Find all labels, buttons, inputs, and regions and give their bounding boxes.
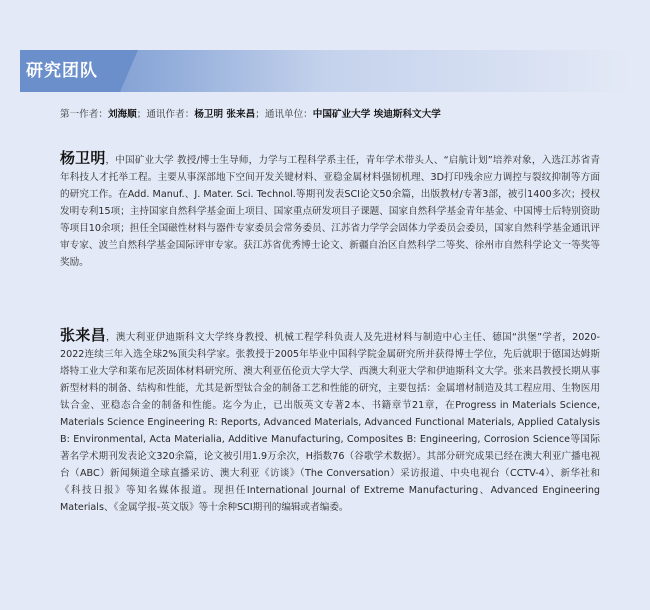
- section-header-band: [20, 50, 630, 92]
- author-credits: [60, 108, 630, 122]
- corresponding-author-label: 通讯作者：: [146, 109, 195, 120]
- credits-separator: ；: [255, 109, 265, 120]
- bio-zhang-laichang: [60, 327, 600, 516]
- bio-text: ，中国矿业大学 教授/博士生导师，力学与工程科学系主任，青年学术带头人、“启航计划”培养对象，入选江苏省青年科技人才托举工程。主要从事深部地下空间开发关键材料、亚稳金属材料强韧机理、3D打印残余应力调控与裂纹抑制等方面的研究工作。在Add. Manuf.、J. Mater. Sci. Technol.等期刊发表SCI论文50余篇，出版教材/专著3部，被引1400多次；授权发明专利15项；主持国家自然科学基金面上项目、国家重点研发项目子课题、国家自然科学基金青年基金、中国博士后特别资助等项目10余项；担任全国磁性材料与器件专家委员会常务委员、江苏省力学学会固体力学委员会委员，国家自然科学基金通讯评审专家、波兰自然科学基金国际评审专家。获江苏省优秀博士论文、新疆自治区自然科学二等奖、徐州市自然科学论文一等奖等奖励。: [60, 155, 600, 268]
- section-header: [20, 50, 630, 92]
- corresponding-authors: 杨卫明 张来昌: [194, 109, 256, 120]
- section-title: 研究团队: [26, 61, 98, 81]
- affiliations: 中国矿业大学 埃迪斯科文大学: [312, 109, 441, 120]
- first-author-label: 第一作者：: [60, 109, 108, 120]
- affiliation-label: 通讯单位：: [264, 109, 313, 120]
- bio-name: 张来昌: [60, 326, 106, 344]
- first-author: 刘海顺: [107, 109, 137, 120]
- bio-text: ，澳大利亚伊迪斯科文大学终身教授、机械工程学科负责人及先进材料与制造中心主任、德国“洪堡”学者，2020-2022连续三年入选全球2%顶尖科学家。张教授于2005年毕业中国科学院金属研究所并获得博士学位，先后就职于德国达姆斯塔特工业大学和莱布尼茨固体材料研究所、澳大利亚伍伦贡大学大学、西澳大利亚大学和伊迪斯科文大学。张来昌教授长期从事新型材料的制备、结构和性能，尤其是新型钛合金的制备工艺和性能的研究，主要包括：金属增材制造及其工程应用、生物医用钛合金、亚稳态合金的制备和性能。迄今为止，已出版英文专著2本、书籍章节21章，在Progress in Materials Science, Materials Science Engineering R: Reports, Advanced Materials, Advanced Functional Materials, Applied Catalysis B: Environmental, Acta Materialia, Additive Manufacturing, Composites B: Engineering, Corrosion Science等国际著名学术期刊发表论文320余篇，论文被引用1.9万余次，H指数76（谷歌学术数据）。其部分研究成果已经在澳大利亚广播电视台（ABC）新闻频道全球直播采访、澳大利亚《访谈》（The Conversation）采访报道、中央电视台（CCTV-4）、新华社和《科技日报》等知名媒体报道。现担任International Journal of Extreme Manufacturing、Advanced Engineering Materials、《金属学报-英文版》等十余种SCI期刊的编辑或者编委。: [60, 332, 600, 513]
- credits-separator: ；: [136, 109, 147, 120]
- bio-yang-weiming: [60, 150, 600, 271]
- bio-name: 杨卫明: [60, 149, 106, 167]
